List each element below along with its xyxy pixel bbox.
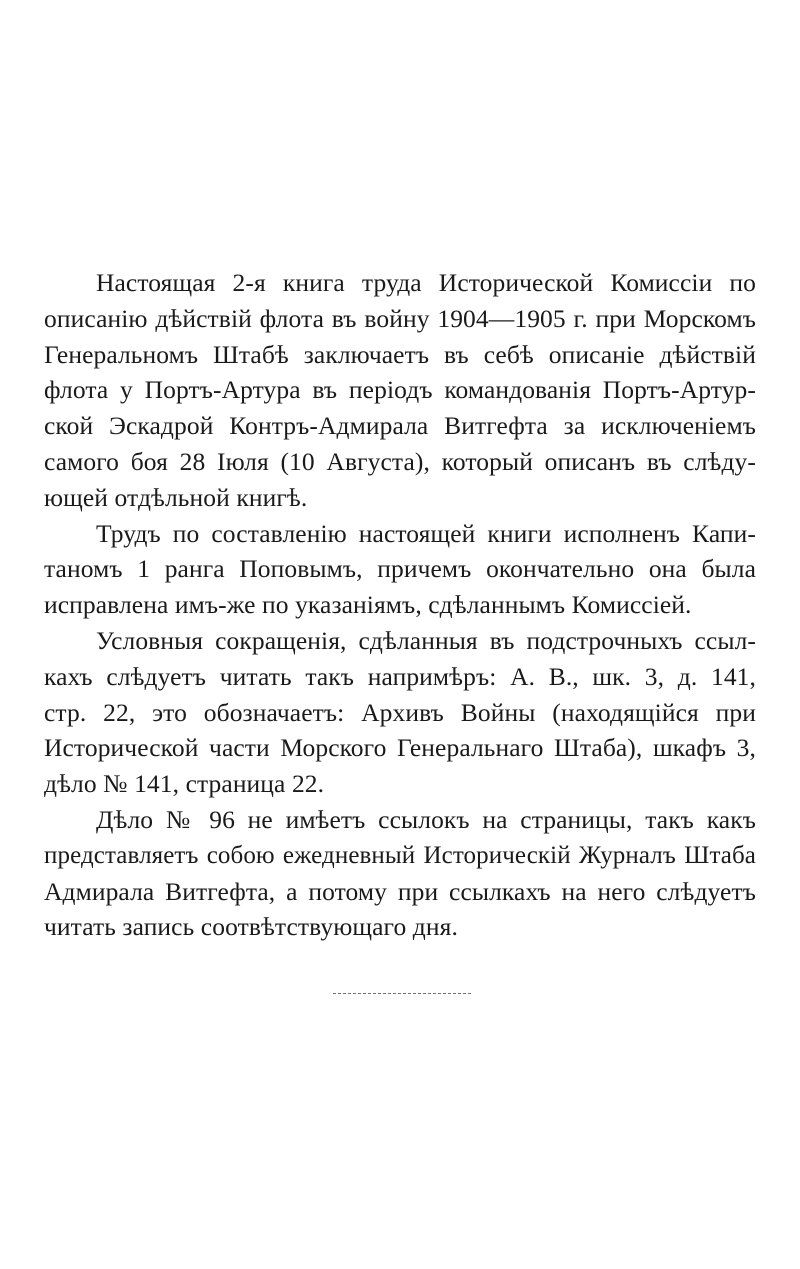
paragraph-line: самого боя 28 Іюля (10 Августа), который описанъ въ слѣду- (44, 446, 756, 476)
paragraph-line: Трудъ по составленію настоящей книги исполненъ Капи- (96, 518, 756, 548)
paragraph-line: ской Эскадрой Контръ-Адмирала Витгефта за исключеніемъ (44, 411, 756, 441)
paragraph-4 (44, 802, 756, 945)
section-divider (333, 993, 471, 994)
paragraph-3 (44, 623, 756, 802)
paragraph-line: стр. 22, это обозначаетъ: Архивъ Войны (находящійся при (44, 697, 756, 727)
paragraph-line: Адмирала Витгефта, а потому при ссылкахъ на него слѣдуетъ (44, 876, 756, 906)
paragraph-line: Генеральномъ Штабѣ заключаетъ въ себѣ описаніе дѣйствій (44, 339, 756, 369)
paragraph-line: кахъ слѣдуетъ читать такъ напримѣръ: А. В., шк. 3, д. 141, (44, 661, 756, 691)
paragraph-2 (44, 516, 756, 623)
paragraph-line: ющей отдѣльной книгѣ. (44, 482, 308, 512)
paragraph-line: дѣло № 141, страница 22. (44, 769, 325, 799)
paragraph-line: представляетъ собою ежедневный Историческій Журналъ Штаба (44, 841, 756, 869)
paragraph-line: описанію дѣйствій флота въ войну 1904—1905 г. при Морскомъ (44, 303, 756, 333)
paragraph-1 (44, 265, 756, 516)
paragraph-line: Настоящая 2-я книга труда Исторической Комиссіи по (96, 268, 756, 297)
paragraph-line: Дѣло № 96 не имѣетъ ссылокъ на страницы, такъ какъ (96, 804, 756, 834)
paragraph-line: читать запись соотвѣтствующаго дня. (44, 912, 458, 942)
document-body (44, 265, 756, 945)
paragraph-line: таномъ 1 ранга Поповымъ, причемъ окончательно она была (44, 554, 756, 584)
paragraph-line: Условныя сокращенія, сдѣланныя въ подстрочныхъ ссыл- (96, 625, 756, 655)
paragraph-line: Исторической части Морского Генеральнаго Штаба), шкафъ 3, (44, 733, 756, 763)
paragraph-line: флота у Портъ-Артура въ періодъ командованія Портъ-Артур- (44, 375, 756, 405)
paragraph-line: исправлена имъ-же по указаніямъ, сдѣланнымъ Комиссіей. (44, 590, 692, 620)
